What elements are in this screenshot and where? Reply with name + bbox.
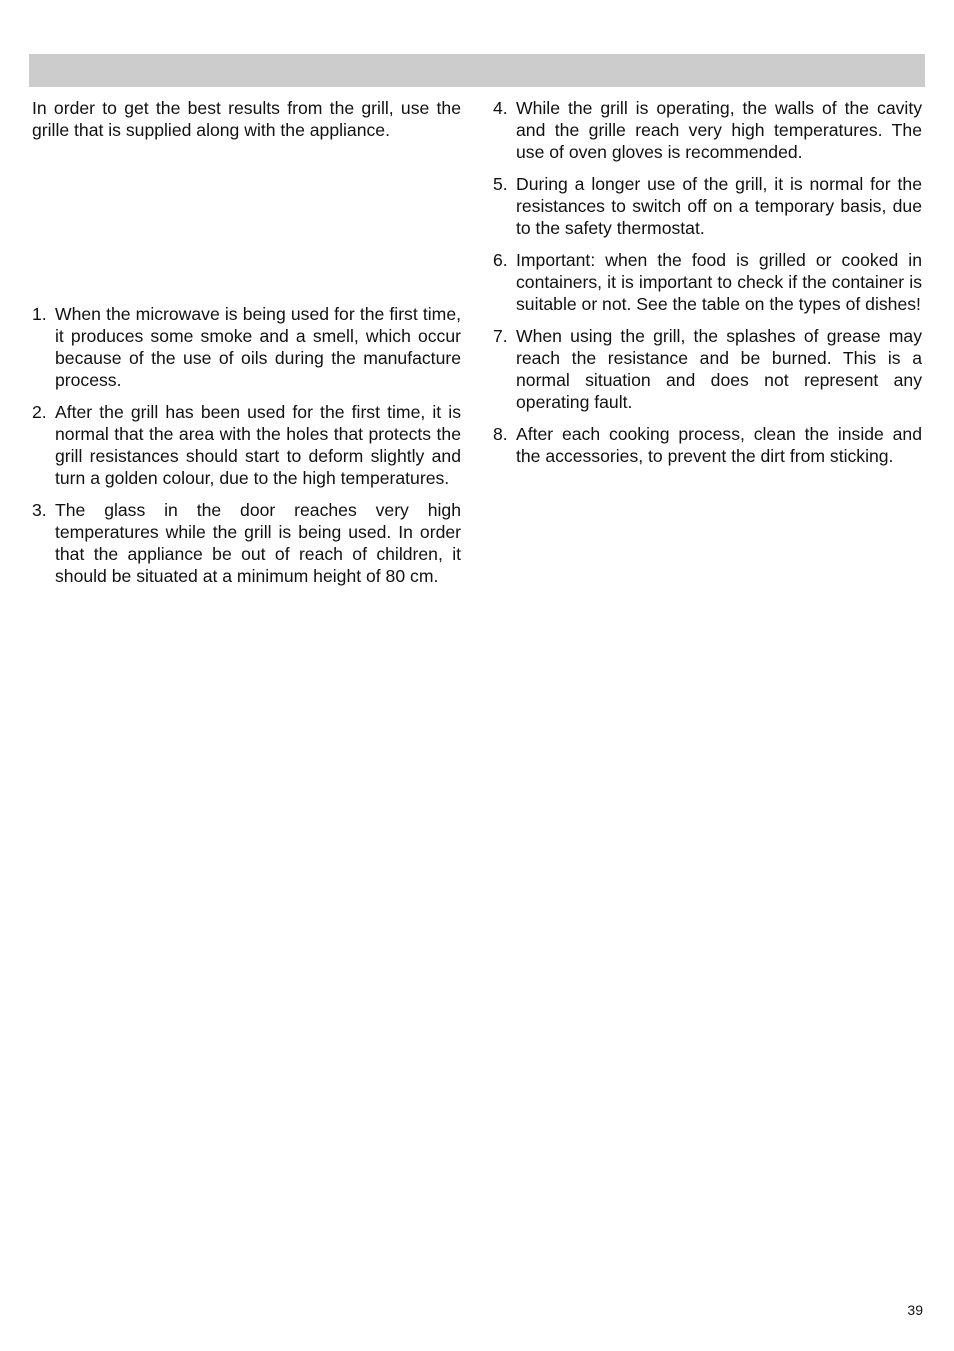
list-item: [493, 325, 922, 413]
list-item-text: When using the grill, the splashes of grease may reach the resistance and be burned. This is a normal situation and does not represent any operating fault.: [516, 326, 922, 412]
list-item-number: 2.: [32, 402, 47, 422]
list-item: [32, 499, 461, 587]
list-item-text: When the microwave is being used for the first time, it produces some smoke and a smell, which occur because of the use of oils during the manufacture process.: [55, 304, 461, 390]
list-item: [493, 97, 922, 163]
list-item-number: 6.: [493, 250, 508, 270]
list-item-number: 1.: [32, 304, 47, 324]
list-item-text: The glass in the door reaches very high temperatures while the grill is being used. In order that the appliance be out of reach of children, it should be situated at a minimum height of 80 cm.: [55, 500, 461, 586]
list-item-text: After each cooking process, clean the inside and the accessories, to prevent the dirt from sticking.: [516, 424, 922, 466]
list-item-text: While the grill is operating, the walls of the cavity and the grille reach very high temperatures. The use of oven gloves is recommended.: [516, 98, 922, 162]
list-item: [493, 173, 922, 239]
list-item-number: 5.: [493, 174, 508, 194]
list-item-number: 3.: [32, 500, 47, 520]
list-item: [493, 249, 922, 315]
list-item-text: Important: when the food is grilled or cooked in containers, it is important to check if the container is suitable or not. See the table on the types of dishes!: [516, 250, 922, 314]
list-item-number: 4.: [493, 98, 508, 118]
intro-paragraph: In order to get the best results from the grill, use the grille that is supplied along with the appliance.: [32, 98, 461, 140]
list-item-number: 8.: [493, 424, 508, 444]
left-numbered-list: [32, 303, 461, 597]
list-item: [32, 303, 461, 391]
list-item: [32, 401, 461, 489]
page-number: 39: [907, 1302, 923, 1318]
right-numbered-list: [493, 97, 922, 477]
section-header-bar: [29, 54, 925, 87]
list-item-text: After the grill has been used for the first time, it is normal that the area with the holes that protects the grill resistances should start to deform slightly and turn a golden colour, due to the high temperatures.: [55, 402, 461, 488]
list-item: [493, 423, 922, 467]
list-item-number: 7.: [493, 326, 508, 346]
list-item-text: During a longer use of the grill, it is normal for the resistances to switch off on a temporary basis, due to the safety thermostat.: [516, 174, 922, 238]
